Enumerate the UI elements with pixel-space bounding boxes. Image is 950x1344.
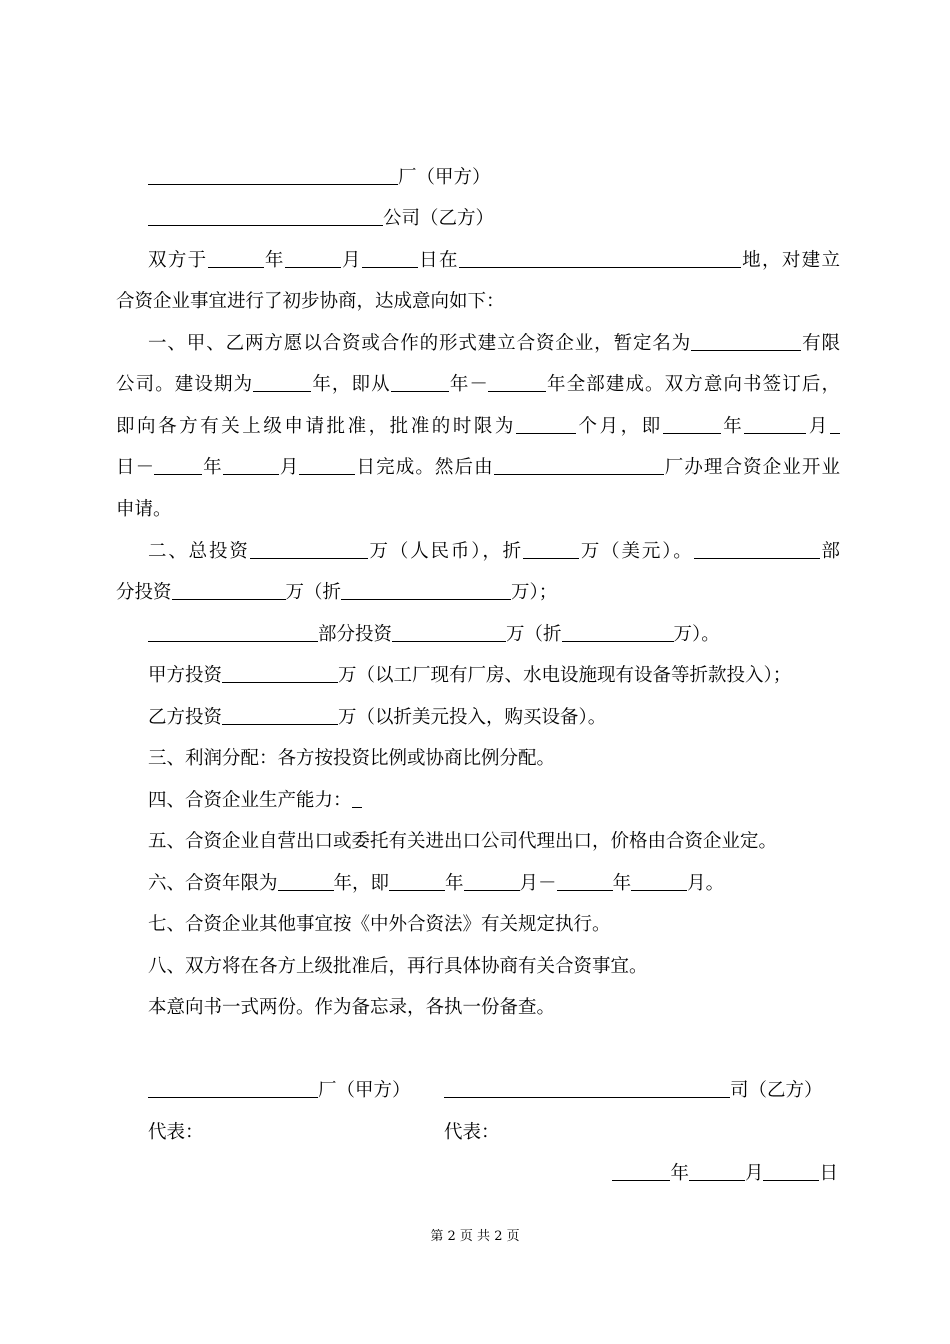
- blank-field: [250, 540, 368, 559]
- blank-field: [488, 373, 546, 392]
- closing-statement: 本意向书一式两份。作为备忘录，各执一份备查。: [148, 997, 556, 1018]
- text: 部分投资: [318, 624, 393, 645]
- clause1-line-1: [148, 332, 840, 356]
- party-b-label: 公司（乙方）: [383, 208, 495, 229]
- text: 年: [670, 1163, 689, 1184]
- text: 双方于: [148, 250, 208, 271]
- rep-b-label: 代表：: [444, 1122, 500, 1143]
- sign-date: [612, 1162, 838, 1186]
- text: 厂办理合资企业开业: [663, 457, 840, 478]
- text: 年，即从: [311, 374, 391, 395]
- blank-field: [763, 1162, 819, 1181]
- sign-party-b: [444, 1079, 823, 1103]
- text: 年全部建成。双方意向书签订后，: [545, 374, 840, 395]
- text: 万（折: [285, 582, 342, 603]
- clause6: [148, 872, 840, 896]
- text: 月。: [687, 873, 725, 894]
- text: 年: [445, 873, 464, 894]
- blank-field: [253, 373, 311, 392]
- text: 厂（甲方）: [318, 1080, 411, 1101]
- blank-field: [631, 872, 687, 891]
- clause8: 八、双方将在各方上级批准后，再行具体协商有关合资事宜。: [148, 956, 648, 977]
- clause3: 三、利润分配：各方按投资比例或协商比例分配。: [148, 748, 556, 769]
- text: 万（美元）。: [579, 541, 694, 562]
- clause1-line-4: [116, 456, 840, 480]
- text: 即向各方有关上级申请批准，批准的时限为: [116, 416, 516, 437]
- blank-field: [523, 540, 579, 559]
- clause2-line-1: [148, 540, 840, 564]
- clause2-line-5: [148, 706, 840, 730]
- blank-field: [222, 664, 338, 683]
- party-a-label: 厂（甲方）: [398, 167, 491, 188]
- blank-field: [612, 1162, 670, 1181]
- text: 日: [819, 1163, 838, 1184]
- intro-line-2: 合资企业事宜进行了初步协商，达成意向如下：: [116, 291, 505, 312]
- clause2-line-3: [148, 623, 840, 647]
- blank-field: [557, 872, 613, 891]
- blank-field: [389, 872, 445, 891]
- blank-field: [516, 415, 576, 434]
- intro-line-1: [148, 249, 840, 273]
- sign-party-a: [148, 1079, 428, 1103]
- text: 日－: [116, 457, 155, 478]
- text: 有限: [801, 333, 840, 354]
- blank-field: [562, 623, 674, 642]
- text: 万）。: [673, 624, 720, 645]
- text: 月: [278, 457, 300, 478]
- clause2-line-2: [116, 581, 840, 605]
- clause1-line-2: [116, 373, 840, 397]
- text: 乙方投资: [148, 707, 223, 728]
- blank-field: [444, 1079, 730, 1098]
- party-b-line: [148, 207, 840, 231]
- text: 万（以折美元投入，购买设备）。: [338, 707, 607, 728]
- clause1-line-5: 申请。: [116, 499, 172, 520]
- blank-field: [691, 332, 801, 351]
- blank-field: [299, 456, 355, 475]
- blank-field: [744, 415, 806, 434]
- blank-field: [663, 415, 721, 434]
- blank-field: [464, 872, 520, 891]
- blank-field: [222, 706, 338, 725]
- blank-field: [830, 415, 840, 434]
- blank-field: [352, 789, 362, 808]
- blank-field: [391, 373, 449, 392]
- blank-field: [154, 456, 202, 475]
- text: 个月，即: [575, 416, 663, 437]
- blank-field: [694, 540, 820, 559]
- blank-field: [208, 249, 264, 268]
- blank-field: [285, 249, 341, 268]
- text: 日完成。然后由: [355, 457, 494, 478]
- clause4: [148, 789, 840, 813]
- text: 月: [340, 250, 362, 271]
- text: 部: [819, 541, 840, 562]
- text: 万（以工厂现有厂房、水电设施现有设备等折款投入）；: [338, 665, 792, 686]
- text: 年: [263, 250, 285, 271]
- text: 公司。建设期为: [116, 374, 254, 395]
- text: 年，即: [333, 873, 390, 894]
- blank-field: [223, 456, 279, 475]
- text: 万）；: [511, 582, 558, 603]
- text: 月－: [519, 873, 557, 894]
- text: 年－: [448, 374, 488, 395]
- blank-field: [148, 623, 318, 642]
- blank-field: [341, 581, 511, 600]
- text: 甲方投资: [148, 665, 223, 686]
- blank-field: [148, 166, 398, 185]
- text: 一、甲、乙两方愿以合资或合作的形式建立合资企业，暂定名为: [148, 333, 692, 354]
- party-a-line: [148, 166, 840, 190]
- blank-field: [148, 207, 383, 226]
- page-number: 第 2 页 共 2 页: [430, 1229, 520, 1244]
- text: 月: [806, 416, 830, 437]
- text: 月: [744, 1163, 764, 1184]
- text: 年: [202, 457, 223, 478]
- text: 分投资: [116, 582, 172, 603]
- blank-field: [148, 1079, 318, 1098]
- text: 年: [612, 873, 632, 894]
- blank-field: [278, 872, 334, 891]
- blank-field: [494, 456, 664, 475]
- blank-field: [362, 249, 418, 268]
- rep-a-label: 代表：: [148, 1122, 204, 1143]
- text: 二、总投资: [148, 541, 250, 562]
- text: 万（人民币），折: [367, 541, 523, 562]
- text: 万（折: [506, 624, 562, 645]
- clause7: 七、合资企业其他事宜按《中外合资法》有关规定执行。: [148, 914, 611, 935]
- text: 地，对建立: [740, 250, 840, 271]
- clause1-line-3: [116, 415, 840, 439]
- blank-field: [392, 623, 506, 642]
- text: 司（乙方）: [730, 1080, 823, 1101]
- text: 六、合资年限为: [148, 873, 278, 894]
- text: 日在: [417, 250, 459, 271]
- clause2-line-4: [148, 664, 840, 688]
- blank-field: [459, 249, 741, 268]
- blank-field: [689, 1162, 745, 1181]
- blank-field: [172, 581, 286, 600]
- clause5: 五、合资企业自营出口或委托有关进出口公司代理出口，价格由合资企业定。: [148, 831, 778, 852]
- text: 四、合资企业生产能力：: [148, 790, 352, 811]
- text: 年: [720, 416, 745, 437]
